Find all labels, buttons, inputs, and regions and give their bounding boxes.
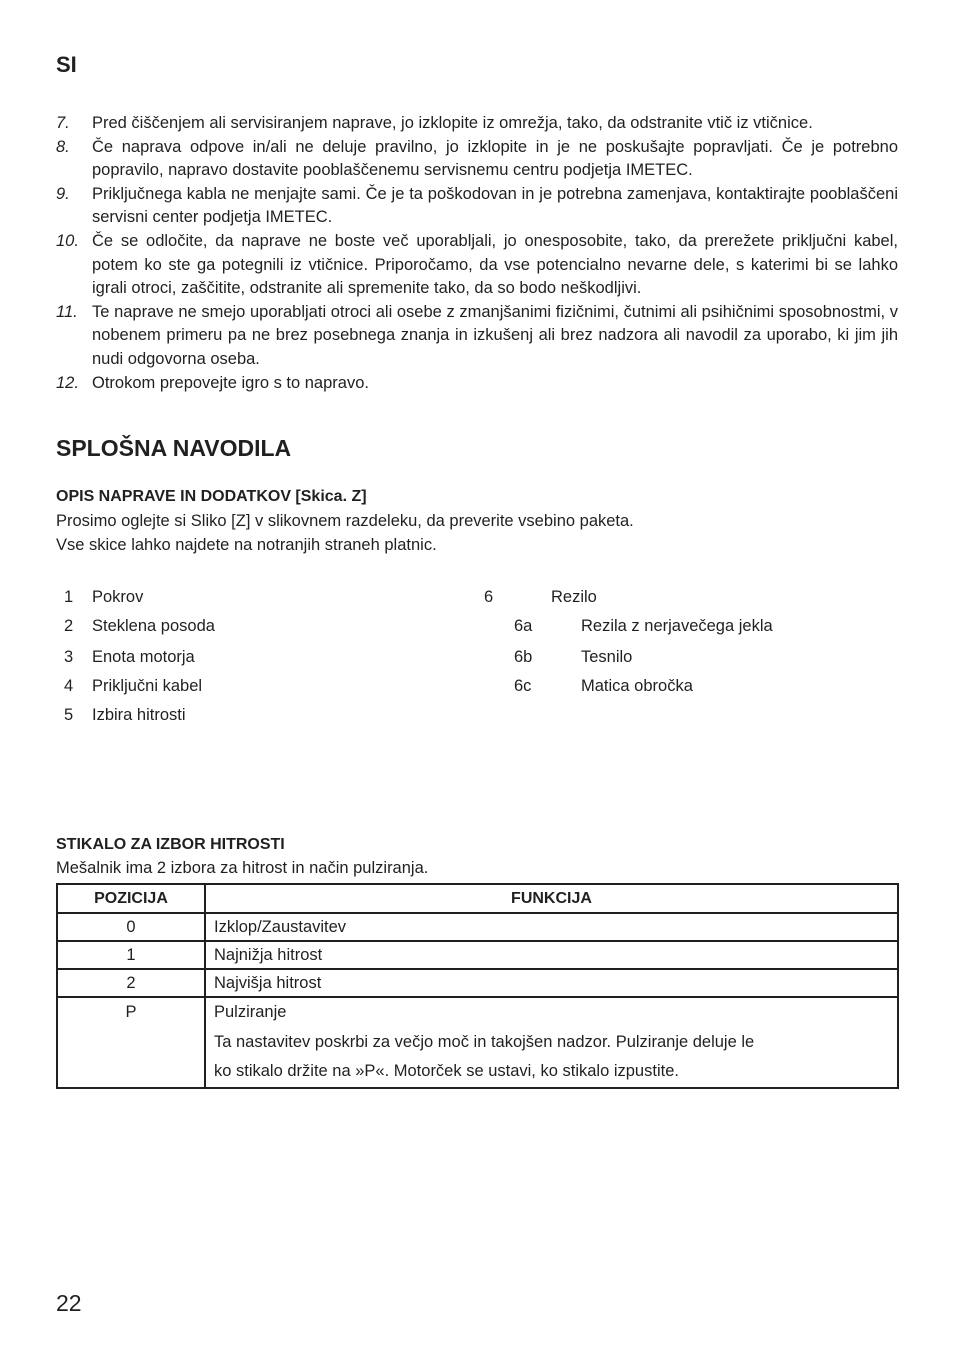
description-line: Vse skice lahko najdete na notranjih straneh platnic. [56,535,437,554]
part-label: Rezilo [551,588,597,606]
part-number: 5 [64,706,74,724]
part-label: Pokrov [92,588,144,606]
position-cell: 1 [57,941,205,969]
item-number: 11. [56,302,78,321]
function-description: Ta nastavitev poskrbi za večjo moč in takojšen nadzor. Pulziranje deluje le [214,1032,755,1051]
item-number: 9. [56,184,70,203]
list-item [56,183,898,230]
speed-heading: STIKALO ZA IZBOR HITROSTI [56,836,285,853]
list-item [56,230,898,301]
column-header-position: POZICIJA [57,884,205,913]
list-item [56,136,898,183]
list-item [56,301,898,372]
page-number: 22 [56,1290,82,1316]
function-cell: Najvišja hitrost [205,969,898,997]
speed-intro: Mešalnik ima 2 izbora za hitrost in način pulziranja. [56,859,429,877]
item-text: Otrokom prepovejte igro s to napravo. [92,373,369,392]
item-text: Te naprave ne smejo uporabljati otroci ali osebe z zmanjšanimi fizičnimi, čutnimi ali psihičnimi sposobnostmi, v nobenem primeru pa ne brez posebnega znanja in izkušenj ali brez nadzora ali navodil za uporabo, ki jim jih nudi odgovorna oseba. [92,302,898,368]
part-label: Priključni kabel [92,677,203,695]
item-number: 12. [56,373,79,392]
item-number: 7. [56,114,70,132]
item-text: Pred čiščenjem ali servisiranjem naprave, jo izklopite iz omrežja, tako, da odstranite vtič iz vtičnice. [92,114,813,132]
position-cell: 2 [57,969,205,997]
language-code: SI [56,52,77,77]
speed-table [56,883,899,1089]
part-label: Izbira hitrosti [92,706,186,724]
function-cell [205,997,898,1088]
table-row [57,997,898,1088]
part-number: 4 [64,677,74,695]
part-label: Enota motorja [92,648,195,666]
table-row [57,913,898,941]
part-number: 2 [64,617,74,635]
column-header-function: FUNKCIJA [205,884,898,913]
function-cell: Izklop/Zaustavitev [205,913,898,941]
part-number: 6 [484,588,494,606]
list-item [56,112,898,136]
item-number: 10. [56,231,79,250]
function-title: Pulziranje [214,1003,287,1021]
safety-instructions-list [56,112,898,395]
part-number: 3 [64,648,74,666]
part-number: 6a [514,617,533,635]
part-label: Tesnilo [581,648,633,666]
table-header-row [57,884,898,913]
description-line: Prosimo oglejte si Sliko [Z] v slikovnem razdeleku, da preverite vsebino paketa. [56,512,634,530]
function-description: ko stikalo držite na »P«. Motorček se ustavi, ko stikalo izpustite. [214,1062,679,1080]
table-row [57,969,898,997]
part-number: 6b [514,648,533,666]
description-heading: OPIS NAPRAVE IN DODATKOV [Skica. Z] [56,488,367,505]
section-title: SPLOŠNA NAVODILA [56,435,292,461]
position-cell: 0 [57,913,205,941]
item-number: 8. [56,137,70,156]
part-label: Matica obročka [581,677,693,695]
part-number: 6c [514,677,532,695]
function-cell: Najnižja hitrost [205,941,898,969]
table-row [57,941,898,969]
part-number: 1 [64,588,74,606]
part-label: Steklena posoda [92,617,215,635]
list-item [56,372,898,396]
item-text: Če naprava odpove in/ali ne deluje pravilno, jo izklopite in je ne poskušajte popravljati. Če je potrebno popravilo, napravo dostavite pooblaščenemu servisnemu centru podjetja IMETEC. [92,137,898,180]
part-label: Rezila z nerjavečega jekla [581,617,773,635]
position-cell: P [57,997,205,1088]
item-text: Če se odločite, da naprave ne boste več uporabljali, jo onesposobite, tako, da prerežete priključni kabel, potem ko ste ga potegnili iz vtičnice. Priporočamo, da vse potencialno nevarne dele, s katerimi bi se lahko igrali otroci, zaščitite, odstranite ali spremenite tako, da so bodo neškodljivi. [92,231,898,298]
description-text [56,510,634,557]
item-text: Priključnega kabla ne menjajte sami. Če je ta poškodovan in je potrebna zamenjava, kontaktirajte pooblaščeni servisni center podjetja IMETEC. [92,184,898,227]
